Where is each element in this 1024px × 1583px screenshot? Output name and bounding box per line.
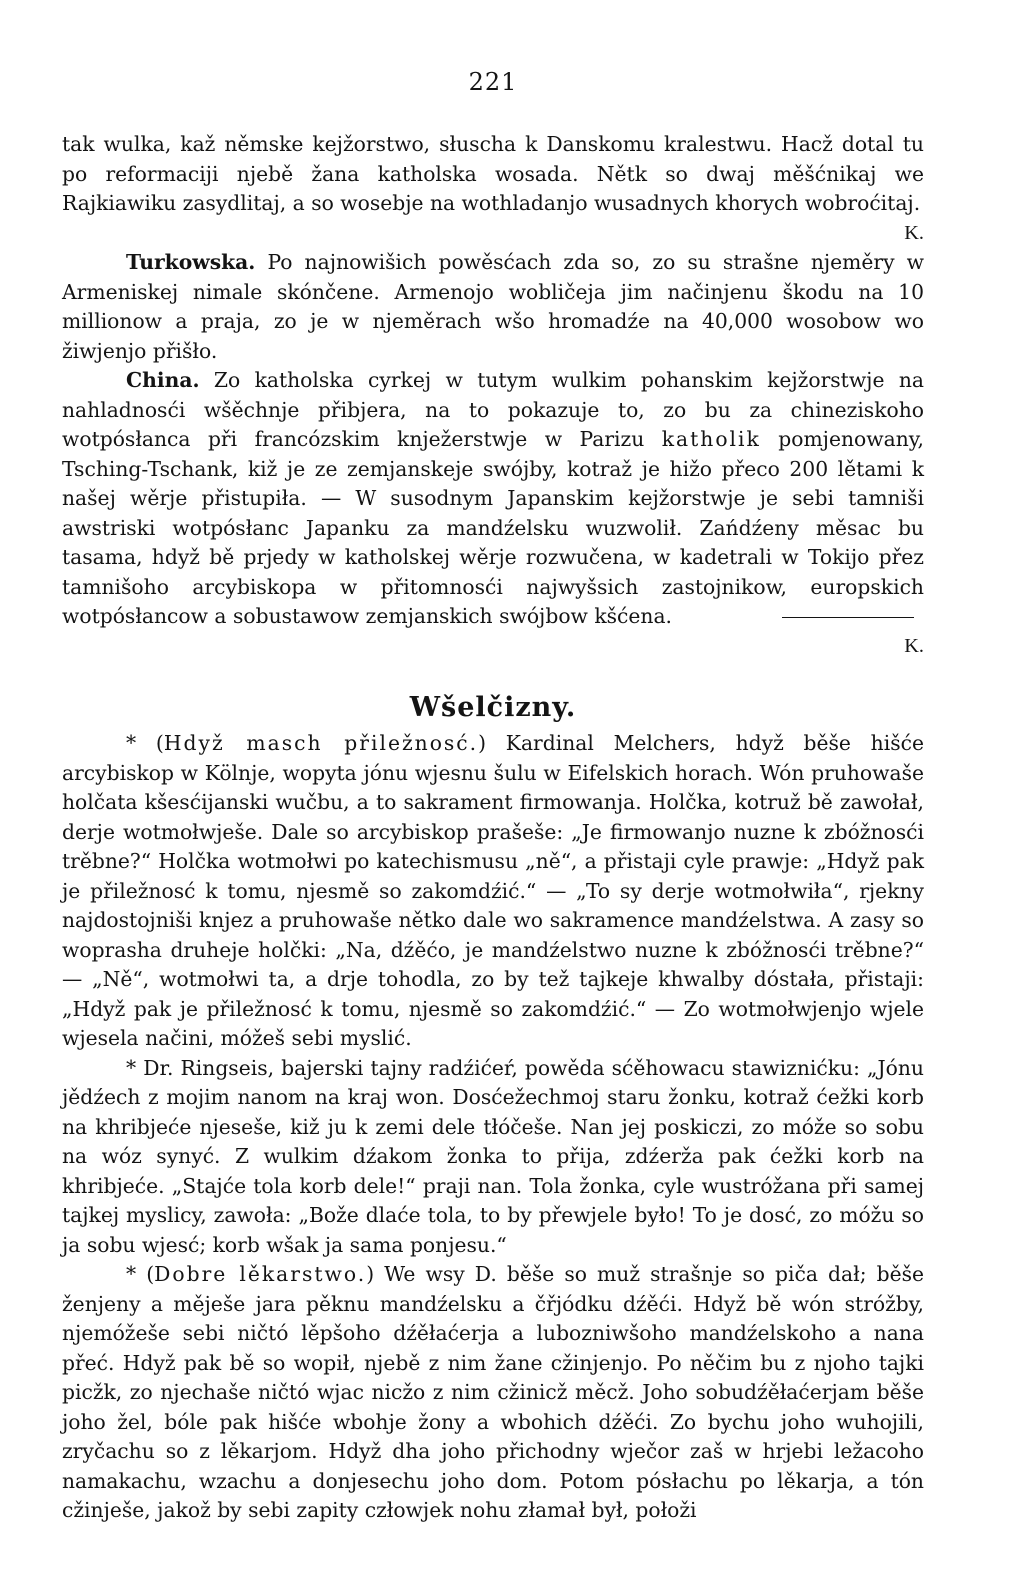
page-number: 221 — [468, 68, 518, 96]
china-signature: K. — [904, 634, 924, 657]
china-paragraph — [62, 366, 924, 661]
anecdote-2-name: Ringseis — [180, 1055, 268, 1080]
anecdote-1-text: ) Kardinal Melchers, hdyž běše hišće arcybiskop w Kölnje, wopyta jónu wjesnu šulu w Eifelskich horach. Wón pruhowaše holčata kšesćijanski wučbu, a to sakrament firmowanja. Holčka, kotruž bě zawołał, derje wotmołwješe. Dale so arcybiskop prašeše: „Je firmowanjo nuzne k zbóžnosći trěbne?“ Holčka wotmołwi po katechismusu „ně“, a přistaji cyle prawje: „Hdyž pak je přiležnosć k tomu, njesmě so zakomdźić.“ — „To sy derje wotmołwiła“, rjekny najdostojniši knjez a pruhowaše nětko dale wo sakramence mandźelstwa. A zasy so woprasha druheje holčki: „Na, dźěćo, je mandźelstwo nuzne k zbóžnosći trěbne?“ — „Ně“, wotmołwi ta, a drje tohodla, zo by tež tajkeje khwalby dóstała, přistaji: „Hdyž pak je přiležnosć k tomu, njesmě so zakomdźić.“ — Zo wotmołwjenjo wjele wjesela načini, móžeš sebi myslić. — [62, 731, 925, 1050]
anecdote-2-text: , bajerski tajny radźićeŕ, powěda sćěhowacu stawiznićku: „Jónu jědźech z mojim nanom na kraj won. Dosćežechmoj staru žonku, kotraž ćežki korb na khribjeće njeseše, kiž ju k zemi dele tłóčeše. Nan jej poskiczi, zo móže so sobu na wóz synyć. Z wulkim dźakom žonka to přija, zdźerža pak ćežki korb na khribjeće. „Stajće tola korb dele!“ praji nan. Tola žonka, cyle wustróžana při samej tajkej myslicy, zawoła: „Bože dlaće tola, to by přewjele było! To je dosć, zo móžu so ja sobu wjesć; korb wšak ja sama ponjesu.“ — [62, 1055, 924, 1257]
turkowska-heading: Turkowska. — [126, 250, 256, 274]
separator-rule — [782, 617, 914, 618]
china-text: Zo katholska cyrkej w tutym wulkim pohanskim kejžorstwje na nahladnosći wšěchnje přibjera, na to pokazuje to, zo bu za chineziskoho wotpósłanca při francózskim knježerstwje w Parizu — [62, 368, 924, 451]
turkowska-text: Po najnowišich powěsćach zda so, zo su strašne njeměry w Armeniskej nimale skónčene. Armenojo wobličeja jim načinjenu škodu na 10 millionow a praja, zo je w njeměrach wšo hromadźe na 40,000 wosobow wo žiwjenjo přišło. — [62, 250, 924, 363]
turkowska-paragraph — [62, 248, 924, 366]
anecdote-3-lead: * ( — [126, 1262, 155, 1286]
section-title: Wšelčizny. — [409, 692, 577, 723]
intro-signature: K. — [904, 221, 924, 244]
anecdote-2-lead: * Dr. — [126, 1055, 181, 1080]
china-heading: China. — [126, 368, 200, 392]
anecdote-1-lead: * ( — [126, 731, 164, 755]
intro-text: tak wulka, kaž němske kejžorstwo, słuscha k Danskomu kralestwu. Hacž dotal tu po reformaciji njebě žana katholska wosada. Nětk so dwaj měšćnikaj we Rajkiawiku zasydlitaj, a so wosebje na wothladanjo wusadnych khorych wobroćitaj. — [62, 132, 924, 215]
anecdote-paragraph-3 — [62, 1260, 924, 1526]
anecdote-paragraph-1 — [62, 729, 924, 1054]
china-text-2: pomjenowany, Tsching-Tschank, kiž je ze zemjanskeje swójby, kotraž je hižo přeco 200 lětami k našej wěrje přistupiła. — W susodnym Japanskim kejžorstwje je sebi tamniši awstriski wotpósłanc Japanku za mandźelsku wuzwolił. Zańdźeny měsac bu tasama, hdyž bě prjedy w katholskej wěrje rozwučena, w kadetrali w Tokijo přez tamnišoho arcybiskopa w přitomnosći najwyšsich zastojnikow, europskich wotpósłancow a sobustawow zemjanskich swójbow kšćena. — [62, 427, 924, 628]
intro-paragraph — [62, 130, 924, 248]
anecdote-1-title: Hdyž masch přiležnosć. — [163, 731, 479, 755]
anecdote-paragraph-2 — [62, 1054, 924, 1261]
anecdote-3-text: ) We wsy D. běše so muž strašnje so piča dał; běše ženjeny a měješe jara pěknu mandźelsku a čřjódku dźěći. Hdyž bě wón stróžby, njemóžeše sebi ničtó lěpšoho dźěłaćerja a lubozniwšoho mandźelskoho a nana přeć. Hdyž pak bě so wopił, njebě z nim žane cžinjenjo. Po něčim bu z njoho tajki picžk, zo njechaše ničtó wjac nicžo z nim cžinicž měcž. Joho sobudźěłaćerjam běše joho žel, bóle pak hišće wbohje žony a wbohich dźěći. Zo bychu joho wuhojili, zryčachu so z lěkarjom. Hdyž dha joho přichodny wječor zaš w hrjebi ležacoho namakachu, wzachu a donjesechu joho dom. Potom pósłachu po lěkarja, a tón cžinješe, jakož by sebi zapity człowjek nohu złamał był, połoži — [62, 1262, 925, 1522]
anecdote-3-title: Dobre lěkarstwo. — [154, 1262, 367, 1286]
china-spaced-word: katholik — [661, 427, 761, 451]
